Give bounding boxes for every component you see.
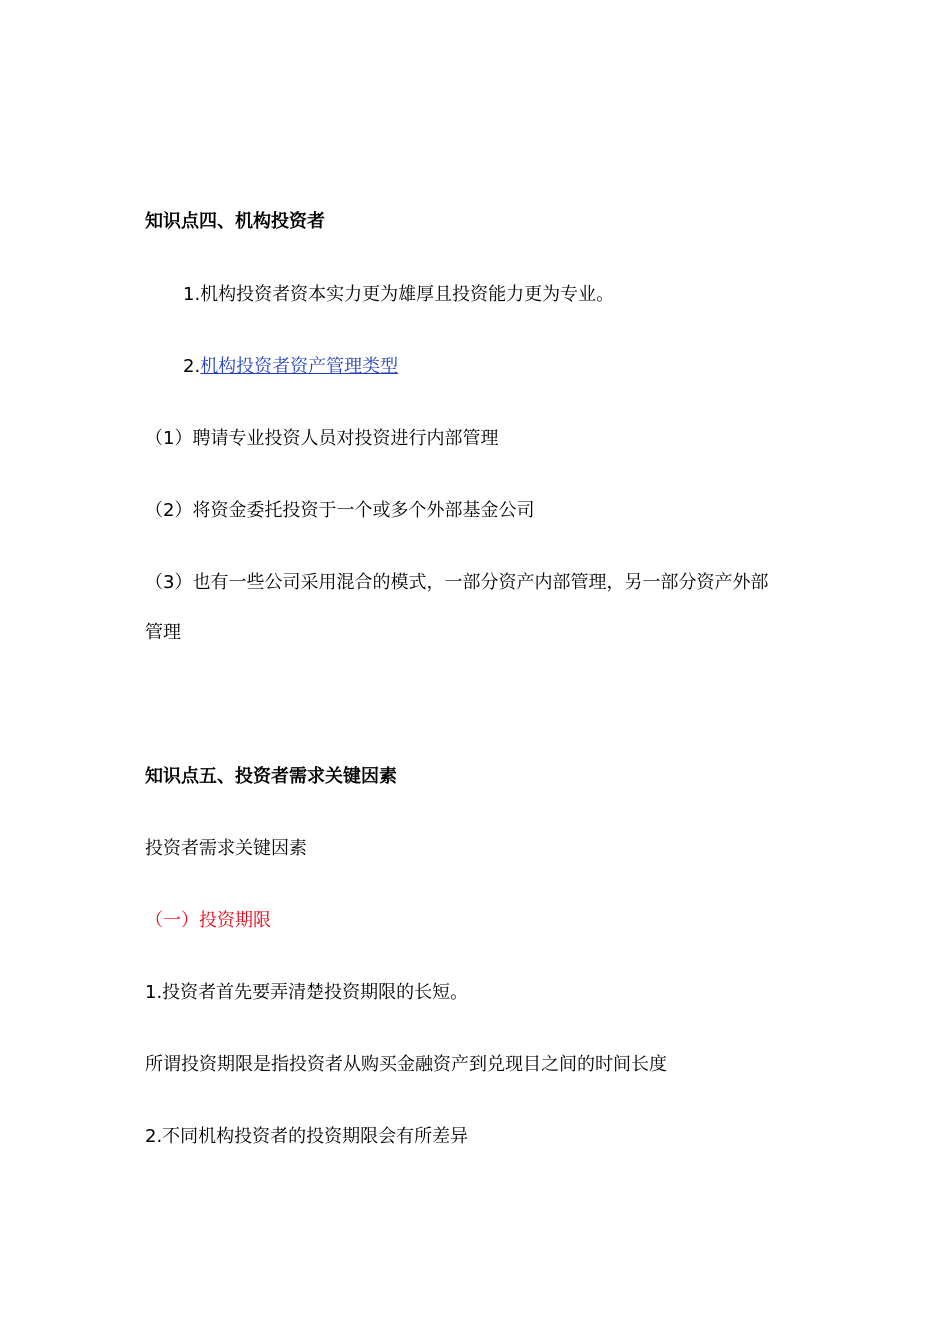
section5-p3: 2.不同机构投资者的投资期限会有所差异 — [145, 1126, 469, 1147]
section5-p1: 1.投资者首先要弄清楚投资期限的长短。 — [145, 982, 469, 1003]
section5-p2: 所谓投资期限是指投资者从购买金融资产到兑现目之间的时间长度 — [145, 1054, 667, 1075]
section4-sub3-line2: 管理 — [145, 622, 181, 643]
section4-item2-prefix: 2. — [183, 356, 201, 377]
asset-management-types-link[interactable]: 机构投资者资产管理类型 — [200, 356, 399, 377]
section4-item1: 1.机构投资者资本实力更为雄厚且投资能力更为专业。 — [183, 284, 615, 305]
section4-sub2: （2）将资金委托投资于一个或多个外部基金公司 — [145, 500, 535, 521]
section5-heading: 知识点五、投资者需求关键因素 — [145, 766, 397, 787]
section4-item2 — [183, 354, 398, 380]
section4-sub1: （1）聘请专业投资人员对投资进行内部管理 — [145, 428, 499, 449]
section5-intro: 投资者需求关键因素 — [145, 838, 307, 859]
section5-subheading: （一）投资期限 — [145, 910, 271, 931]
section4-heading: 知识点四、机构投资者 — [145, 211, 325, 232]
section4-sub3-line1: （3）也有一些公司采用混合的模式，一部分资产内部管理，另一部分资产外部 — [145, 572, 769, 593]
